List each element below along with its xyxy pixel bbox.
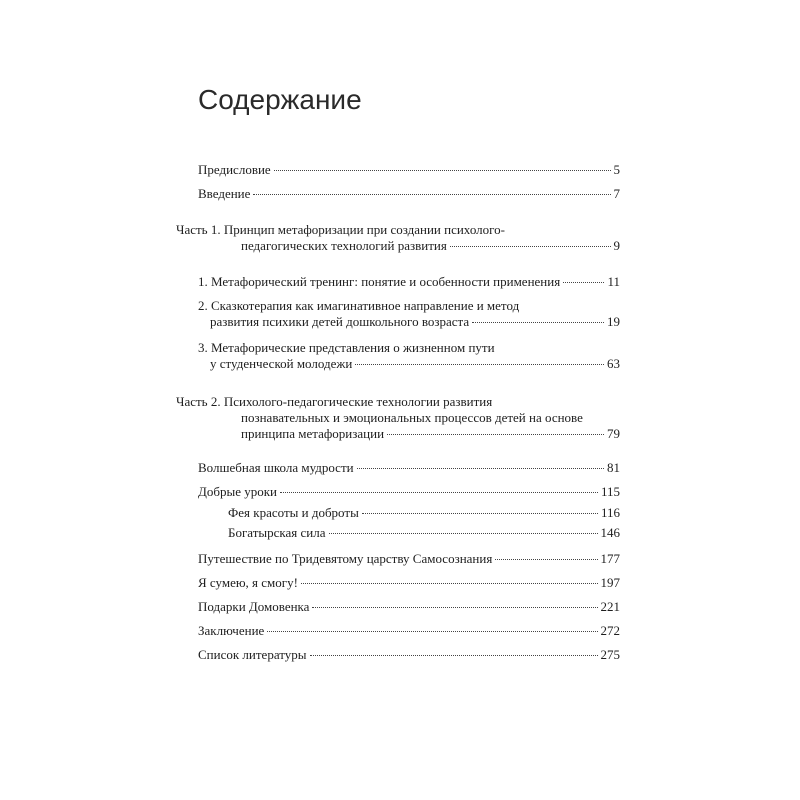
dot-leader <box>472 322 604 323</box>
toc-entry-text: 1. Метафорический тренинг: понятие и особенности применения <box>198 274 561 289</box>
toc-entry-text: педагогических технологий развития <box>241 238 447 253</box>
toc-chapter2-title-line1: 2. Сказкотерапия как имагинативное направление и метод <box>198 298 520 313</box>
toc-entry-text: Я сумею, я смогу! <box>198 575 298 590</box>
toc-entry-chapter2 <box>210 314 620 329</box>
toc-entry-text: принципа метафоризации <box>241 426 385 441</box>
toc-entry-journey <box>198 551 620 566</box>
toc-entry-text: Введение <box>198 186 251 201</box>
toc-entry-chapter3 <box>210 356 620 371</box>
toc-entry-references <box>198 647 620 662</box>
page-title: Содержание <box>198 84 362 115</box>
dot-leader <box>387 434 604 435</box>
toc-entry-text: у студенческой молодежи <box>210 356 353 371</box>
toc-entry-kind-lessons <box>198 484 620 499</box>
dot-leader <box>267 631 597 632</box>
dot-leader <box>312 607 597 608</box>
toc-page-number: 79 <box>607 426 620 441</box>
dot-leader <box>355 364 604 365</box>
dot-leader <box>563 282 604 283</box>
toc-page-number: 116 <box>600 505 620 520</box>
toc-page-number: 9 <box>613 238 620 253</box>
toc-entry-text: Подарки Домовенка <box>198 599 310 614</box>
toc-page-number: 5 <box>613 162 620 177</box>
toc-entry-text: Путешествие по Тридевятому царству Самосознания <box>198 551 493 566</box>
toc-page-number: 11 <box>607 274 620 289</box>
toc-entry-text: Добрые уроки <box>198 484 278 499</box>
toc-entry-hero <box>228 525 620 540</box>
toc-entry-i-can <box>198 575 620 590</box>
toc-entry-text: Заключение <box>198 623 265 638</box>
toc-entry-intro <box>198 186 620 201</box>
toc-page-number: 146 <box>600 525 620 540</box>
toc-entry-text: Предисловие <box>198 162 271 177</box>
dot-leader <box>495 559 597 560</box>
toc-entry-text: Богатырская сила <box>228 525 326 540</box>
toc-part2-title-line1: Часть 2. Психолого-педагогические технологии развития <box>176 394 493 409</box>
toc-page-number: 272 <box>600 623 620 638</box>
toc-entry-text: Список литературы <box>198 647 307 662</box>
dot-leader <box>301 583 598 584</box>
toc-page-number: 63 <box>607 356 620 371</box>
toc-entry-text: Фея красоты и доброты <box>228 505 359 520</box>
dot-leader <box>310 655 598 656</box>
toc-page-number: 221 <box>600 599 620 614</box>
dot-leader <box>357 468 604 469</box>
toc-page-number: 81 <box>607 460 620 475</box>
toc-entry-preface <box>198 162 620 177</box>
toc-entry-text: развития психики детей дошкольного возраста <box>210 314 470 329</box>
dot-leader <box>274 170 611 171</box>
dot-leader <box>253 194 610 195</box>
toc-page-number: 115 <box>600 484 620 499</box>
toc-page-number: 19 <box>607 314 620 329</box>
toc-part1-title-line1: Часть 1. Принцип метафоризации при создании психолого- <box>176 222 505 237</box>
dot-leader <box>329 533 598 534</box>
toc-entry-magic-school <box>198 460 620 475</box>
toc-entry-fairy <box>228 505 620 520</box>
toc-entry-part1 <box>241 238 620 253</box>
toc-entry-text: Волшебная школа мудрости <box>198 460 354 475</box>
dot-leader <box>280 492 598 493</box>
toc-chapter3-title-line1: 3. Метафорические представления о жизненном пути <box>198 340 495 355</box>
dot-leader <box>450 246 611 247</box>
toc-part2-title-line2: познавательных и эмоциональных процессов детей на основе <box>241 410 583 425</box>
toc-entry-conclusion <box>198 623 620 638</box>
toc-page-number: 7 <box>613 186 620 201</box>
toc-page-number: 177 <box>600 551 620 566</box>
toc-page-number: 275 <box>600 647 620 662</box>
toc-page-number: 197 <box>600 575 620 590</box>
toc-entry-chapter1 <box>198 274 620 289</box>
dot-leader <box>362 513 598 514</box>
toc-entry-gifts <box>198 599 620 614</box>
toc-entry-part2 <box>241 426 620 441</box>
